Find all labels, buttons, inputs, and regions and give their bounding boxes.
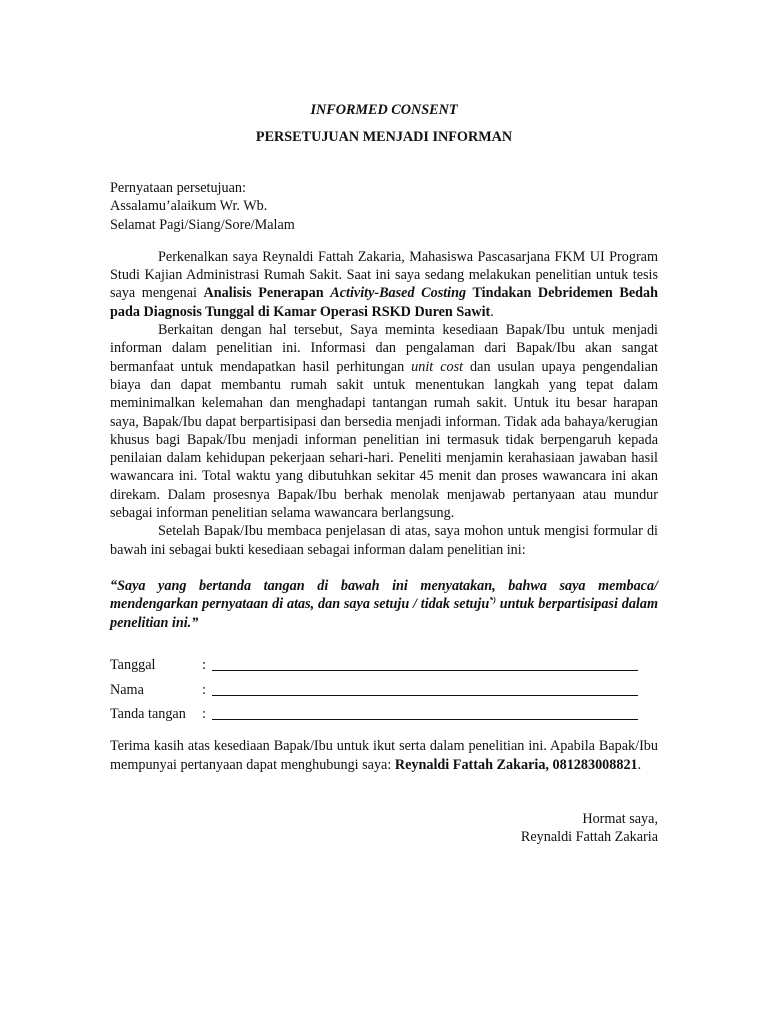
greeting: Selamat Pagi/Siang/Sore/Malam xyxy=(110,216,295,233)
consent-statement xyxy=(110,577,658,632)
signature-input-line[interactable] xyxy=(212,704,638,720)
document-title: INFORMED CONSENT xyxy=(310,102,458,118)
signature-label: Tanda tangan xyxy=(110,706,186,723)
consent-form xyxy=(110,650,658,724)
name-label: Nama xyxy=(110,681,144,698)
date-label: Tanggal xyxy=(110,657,156,674)
intro-period: . xyxy=(490,303,494,320)
salutation: Assalamu’alaikum Wr. Wb. xyxy=(110,198,268,215)
date-colon: : xyxy=(202,657,206,674)
thesis-title-part1: Analisis Penerapan xyxy=(203,285,331,302)
researcher-contact: Reynaldi Fattah Zakaria, 081283008821 xyxy=(394,756,638,773)
thesis-title-abc: Activity-Based Costing xyxy=(330,285,467,302)
signature-field-row xyxy=(110,699,658,724)
statement-label: Pernyataan persetujuan: xyxy=(110,180,246,196)
closing-text: Terima kasih atas kesediaan Bapak/Ibu untuk ikut serta dalam penelitian ini. Apabila Bapak/Ibu mempunyai pertanyaan dapat menghubungi saya: xyxy=(110,738,658,773)
signoff-block xyxy=(110,810,658,847)
document-subtitle: PERSETUJUAN MENJADI INFORMAN xyxy=(255,129,513,145)
name-field-row xyxy=(110,674,658,699)
name-colon: : xyxy=(202,681,206,698)
footnote-marker: *) xyxy=(489,595,496,605)
consent-statement-text-2: untuk berpartisipasi dalam penelitian ini.” xyxy=(110,596,658,631)
request-paragraph xyxy=(110,321,658,522)
signoff-regards: Hormat saya, xyxy=(582,810,658,827)
instruction-paragraph: Setelah Bapak/Ibu membaca penjelasan di atas, saya mohon untuk mengisi formular di bawah ini sebagai bukti kesediaan sebagai informan dalam penelitian ini: xyxy=(110,523,658,558)
closing-period: . xyxy=(637,756,642,773)
consent-document xyxy=(110,100,658,847)
signature-colon: : xyxy=(202,706,206,723)
thesis-title-part2: Tindakan Debridemen Bedah pada Diagnosis Tunggal di Kamar Operasi RSKD Duren Sawit xyxy=(110,285,659,320)
opening-block xyxy=(110,179,658,234)
intro-text: Perkenalkan saya Reynaldi Fattah Zakaria, Mahasiswa Pascasarjana FKM UI Program Studi Kajian Administrasi Rumah Sakit. Saat ini saya sedang melakukan penelitian untuk tesis saya mengenai xyxy=(110,248,658,302)
signoff-name: Reynaldi Fattah Zakaria xyxy=(520,829,658,846)
closing-paragraph xyxy=(110,737,658,774)
date-input-line[interactable] xyxy=(212,655,638,671)
date-field-row xyxy=(110,650,658,675)
consent-statement-text-1: “Saya yang bertanda tangan di bawah ini menyatakan, bahwa saya membaca/ mendengarkan pernyataan di atas, dan saya setuju / tidak setuju xyxy=(110,577,658,613)
request-text-1: Berkaitan dengan hal tersebut, Saya meminta kesediaan Bapak/Ibu untuk menjadi informan dalam penelitian ini. Informasi dan pengalaman dari Bapak/Ibu akan sangat bermanfaat untuk mendapatkan hasil perhitungan xyxy=(110,322,658,375)
name-input-line[interactable] xyxy=(212,680,638,696)
request-text-2: dan usulan upaya pengendalian biaya dan dapat membantu rumah sakit untuk menentukan langkah yang tepat dalam meminimalkan kelemahan dan menghadapi tantangan rumah sakit. Untuk itu besar harapan saya, Bapak/Ibu dapat berpartisipasi dan bersedia menjadi informan. Tidak ada bahaya/kerugian khusus bagi Bapak/Ibu menjadi informan penelitian ini termasuk tidak berpengaruh kepada penilaian dalam kehidupan pekerjaan sehari-hari. Peneliti menjamin kerahasiaan jawaban hasil wawancara ini. Total waktu yang dibutuhkan sekitar 45 menit dan proses wawancara ini akan direkam. Dalam prosesnya Bapak/Ibu berhak menolak menjawab pertanyaan atau mundur sebagai informan penelitian selama wawancara berlangsung. xyxy=(110,358,658,522)
unit-cost-term: unit cost xyxy=(411,358,464,375)
introduction-paragraph xyxy=(110,248,658,321)
